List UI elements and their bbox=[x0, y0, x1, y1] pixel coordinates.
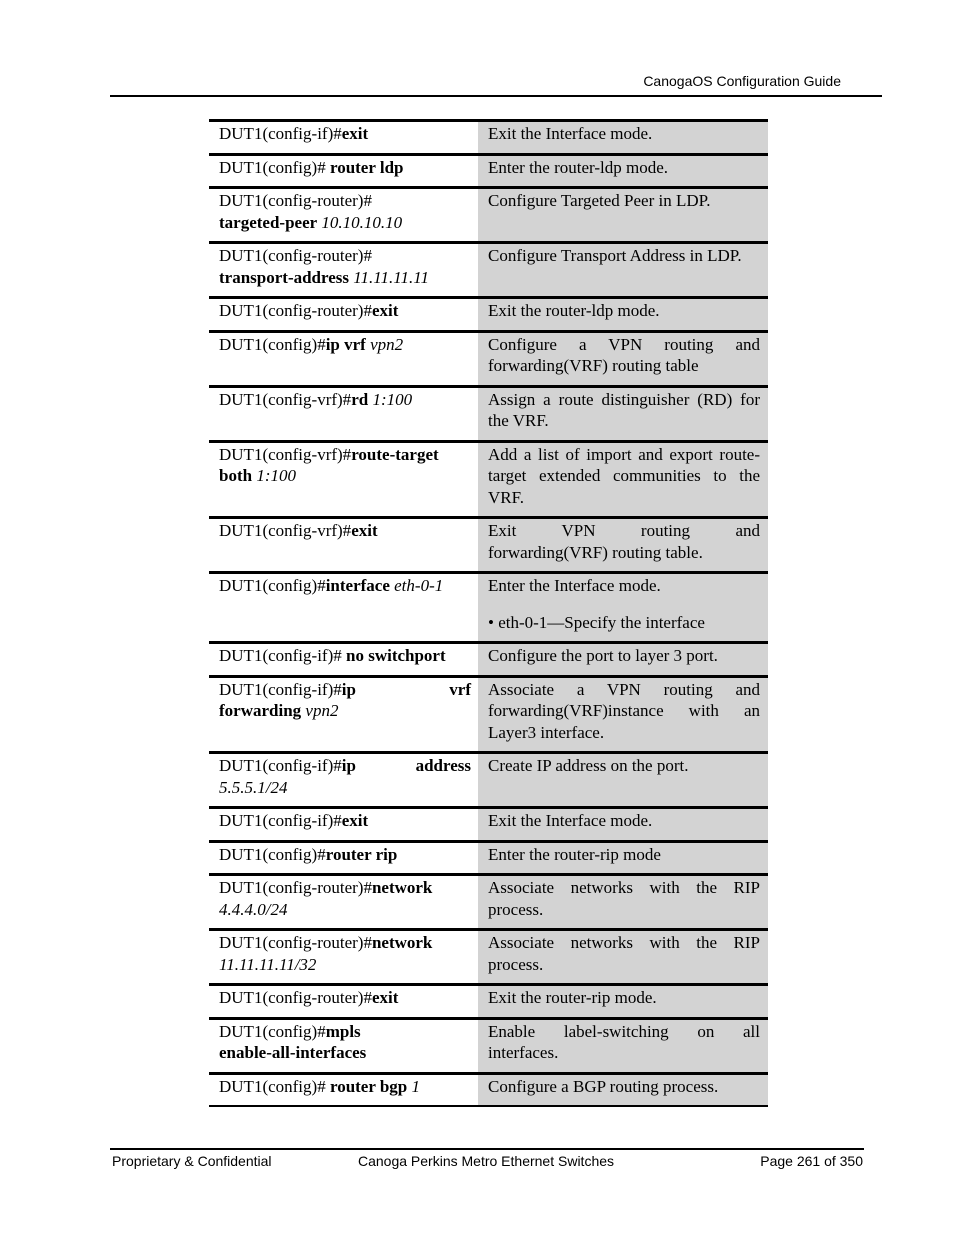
command-cell: DUT1(config-router)#network 11.11.11.11/32 bbox=[209, 931, 478, 983]
description-cell: Create IP address on the port. bbox=[478, 754, 768, 806]
table-row bbox=[209, 1017, 768, 1072]
table-row bbox=[209, 571, 768, 641]
command-cell: DUT1(config)# router bgp 1 bbox=[209, 1075, 478, 1106]
command-cell: DUT1(config-if)#exit bbox=[209, 122, 478, 153]
table-row bbox=[209, 330, 768, 385]
description-cell: Assign a route distinguisher (RD) for the VRF. bbox=[478, 388, 768, 440]
header-rule bbox=[110, 95, 882, 97]
description-cell: Exit the router-rip mode. bbox=[478, 986, 768, 1017]
description-cell: Exit VPN routing and forwarding(VRF) routing table. bbox=[478, 519, 768, 571]
description-cell: Associate networks with the RIP process. bbox=[478, 931, 768, 983]
command-cell: DUT1(config)#router rip bbox=[209, 843, 478, 874]
table-row bbox=[209, 840, 768, 874]
footer-page-number: Page 261 of 350 bbox=[760, 1153, 863, 1169]
command-cell: DUT1(config-vrf)#rd 1:100 bbox=[209, 388, 478, 440]
command-cell: DUT1(config-if)#exit bbox=[209, 809, 478, 840]
table-row bbox=[209, 641, 768, 675]
header-title: CanogaOS Configuration Guide bbox=[643, 73, 841, 89]
table-row bbox=[209, 153, 768, 187]
table-row bbox=[209, 873, 768, 928]
description-cell bbox=[478, 574, 768, 641]
footer-rule bbox=[110, 1148, 864, 1150]
description-cell: Configure a VPN routing and forwarding(VRF) routing table bbox=[478, 333, 768, 385]
command-cell: DUT1(config-vrf)#route-target both 1:100 bbox=[209, 443, 478, 517]
description-cell: Add a list of import and export route-target extended communities to the VRF. bbox=[478, 443, 768, 517]
command-cell: DUT1(config-if)# no switchport bbox=[209, 644, 478, 675]
command-cell: DUT1(config-router)# targeted-peer 10.10.10.10 bbox=[209, 189, 478, 241]
command-cell: DUT1(config)#interface eth-0-1 bbox=[209, 574, 478, 641]
description-cell: Configure a BGP routing process. bbox=[478, 1075, 768, 1106]
command-cell: DUT1(config-router)# transport-address 11.11.11.11 bbox=[209, 244, 478, 296]
table-row bbox=[209, 1072, 768, 1108]
footer-left: Proprietary & Confidential bbox=[112, 1153, 272, 1169]
command-cell: DUT1(config)#mpls enable-all-interfaces bbox=[209, 1020, 478, 1072]
table-row bbox=[209, 385, 768, 440]
description-cell: Enter the router-rip mode bbox=[478, 843, 768, 874]
command-cell: DUT1(config-vrf)#exit bbox=[209, 519, 478, 571]
command-cell: DUT1(config-router)#exit bbox=[209, 986, 478, 1017]
table-row bbox=[209, 806, 768, 840]
table-row bbox=[209, 241, 768, 296]
table-row bbox=[209, 440, 768, 517]
table-row bbox=[209, 983, 768, 1017]
description-cell: Configure Targeted Peer in LDP. bbox=[478, 189, 768, 241]
command-cell: DUT1(config-if)#ip address 5.5.5.1/24 bbox=[209, 754, 478, 806]
command-cell: DUT1(config-if)#ip vrf forwarding vpn2 bbox=[209, 678, 478, 752]
description-cell: Configure the port to layer 3 port. bbox=[478, 644, 768, 675]
table-row bbox=[209, 516, 768, 571]
description-cell: Enable label-switching on all interfaces. bbox=[478, 1020, 768, 1072]
command-cell: DUT1(config)#ip vrf vpn2 bbox=[209, 333, 478, 385]
command-cell: DUT1(config-router)#exit bbox=[209, 299, 478, 330]
table-row bbox=[209, 186, 768, 241]
description-text: Enter the Interface mode. bbox=[488, 576, 661, 595]
table-row bbox=[209, 928, 768, 983]
command-table bbox=[209, 119, 768, 1107]
description-cell: Exit the router-ldp mode. bbox=[478, 299, 768, 330]
description-cell: Exit the Interface mode. bbox=[478, 122, 768, 153]
bullet-item: • eth-0-1—Specify the interface bbox=[488, 612, 705, 632]
description-cell: Associate networks with the RIP process. bbox=[478, 876, 768, 928]
table-row bbox=[209, 119, 768, 153]
table-row bbox=[209, 751, 768, 806]
description-cell: Associate a VPN routing and forwarding(VRF)instance with an Layer3 interface. bbox=[478, 678, 768, 752]
description-cell: Enter the router-ldp mode. bbox=[478, 156, 768, 187]
footer-center: Canoga Perkins Metro Ethernet Switches bbox=[358, 1153, 615, 1169]
table-row bbox=[209, 296, 768, 330]
table-row bbox=[209, 675, 768, 752]
description-cell: Exit the Interface mode. bbox=[478, 809, 768, 840]
description-cell: Configure Transport Address in LDP. bbox=[478, 244, 768, 296]
command-cell: DUT1(config-router)#network 4.4.4.0/24 bbox=[209, 876, 478, 928]
command-cell: DUT1(config)# router ldp bbox=[209, 156, 478, 187]
